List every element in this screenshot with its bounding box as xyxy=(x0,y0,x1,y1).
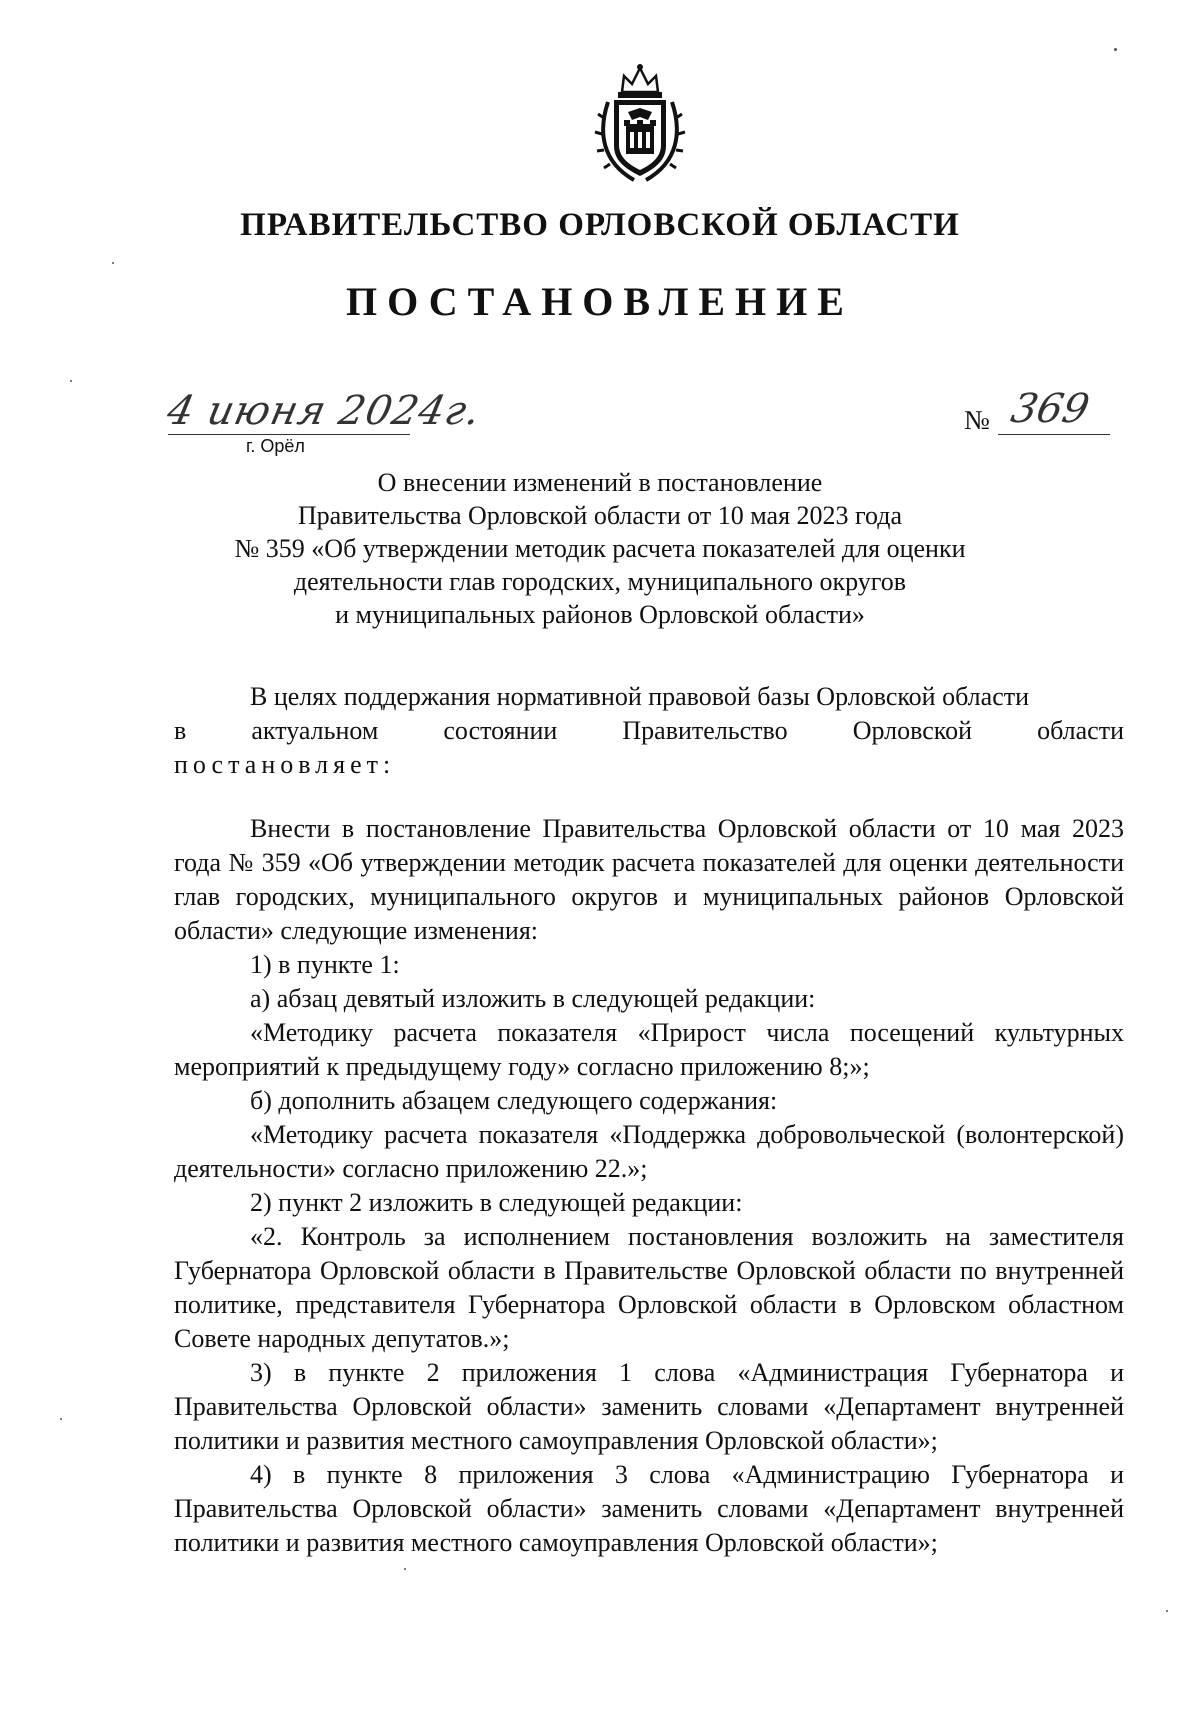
document-subject xyxy=(130,466,1070,631)
date-underline xyxy=(168,434,410,435)
resolves-word: постановляет: xyxy=(174,750,396,779)
handwritten-date: 4 июня 2024г. xyxy=(163,388,486,434)
coat-of-arms-emblem xyxy=(594,62,686,186)
scan-speck xyxy=(112,262,114,264)
number-underline xyxy=(998,434,1110,435)
scan-speck xyxy=(404,1568,406,1570)
handwritten-number: 369 xyxy=(1007,386,1094,432)
item-1a: а) абзац девятый изложить в следующей редакции: xyxy=(250,984,816,1013)
item-1b: б) дополнить абзацем следующего содержания: xyxy=(250,1086,778,1115)
scan-speck xyxy=(60,1418,62,1420)
scan-speck xyxy=(1114,48,1117,51)
subject-line: деятельности глав городских, муниципального округов xyxy=(293,567,907,596)
preamble-line-2: в актуальном состоянии Правительство Орловской области xyxy=(174,716,1124,745)
item-2-text: «2. Контроль за исполнением постановления возложить на заместителя Губернатора Орловской области в Правительстве Орловской области по внутренней политике, представителя Губернатора Орловской области в Орловском областном Совете народных депутатов.»; xyxy=(174,1222,1124,1353)
number-label: № xyxy=(964,405,990,435)
item-3: 3) в пункте 2 приложения 1 слова «Администрация Губернатора и Правительства Орловской области» заменить словами «Департамент внутренней политики и развития местного самоуправления Орловской области»; xyxy=(174,1358,1124,1455)
intro-paragraph: Внести в постановление Правительства Орловской области от 10 мая 2023 года № 359 «Об утверждении методик расчета показателей для оценки деятельности глав городских, муниципального округов и муниципальных районов Орловской области» следующие изменения: xyxy=(174,814,1124,945)
preamble-line-1: В целях поддержания нормативной правовой базы Орловской области xyxy=(250,682,1030,711)
document-body xyxy=(174,680,1124,1560)
subject-line: О внесении изменений в постановление xyxy=(377,468,823,497)
city-label: г. Орёл xyxy=(246,436,305,456)
item-1: 1) в пункте 1: xyxy=(250,950,400,979)
item-4: 4) в пункте 8 приложения 3 слова «Администрацию Губернатора и Правительства Орловской области» заменить словами «Департамент внутренней политики и развития местного самоуправления Орловской области»; xyxy=(174,1460,1124,1557)
subject-line: и муниципальных районов Орловской области» xyxy=(335,600,865,629)
item-1a-text: «Методику расчета показателя «Прирост числа посещений культурных мероприятий к предыдущему году» согласно приложению 8;»; xyxy=(174,1018,1124,1081)
scan-speck xyxy=(1166,1610,1168,1612)
organization-title: ПРАВИТЕЛЬСТВО ОРЛОВСКОЙ ОБЛАСТИ xyxy=(240,207,960,243)
item-1b-text: «Методику расчета показателя «Поддержка добровольческой (волонтерской) деятельности» согласно приложению 22.»; xyxy=(174,1120,1124,1183)
item-2: 2) пункт 2 изложить в следующей редакции: xyxy=(250,1188,743,1217)
subject-line: № 359 «Об утверждении методик расчета показателей для оценки xyxy=(234,534,966,563)
document-type-title: ПОСТАНОВЛЕНИЕ xyxy=(346,279,854,324)
subject-line: Правительства Орловской области от 10 мая 2023 года xyxy=(297,501,903,530)
scan-speck xyxy=(70,380,72,382)
